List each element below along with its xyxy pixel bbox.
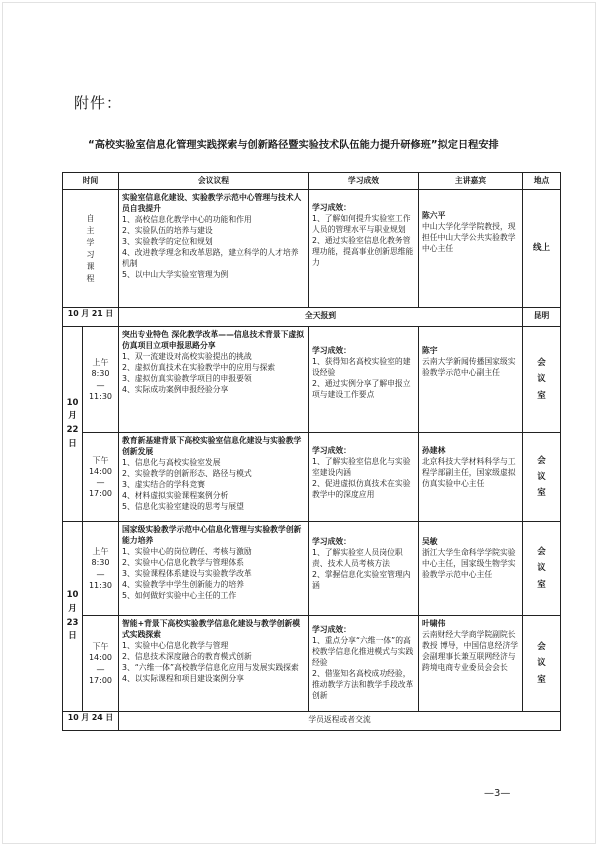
agenda-item: 3、实验课程体系建设与实验教学改革 — [122, 569, 252, 579]
agenda-item: 2、实验教学的创新形态、路径与模式 — [122, 469, 252, 479]
day2-afternoon-speaker — [419, 433, 523, 522]
appendix-label: 附件： — [74, 94, 123, 112]
day2-morning-speaker — [419, 327, 523, 433]
header-venue: 地点 — [523, 173, 561, 190]
agenda-title: 实验室信息化建设、实验教学示范中心管理与技术人员自我提升 — [122, 193, 302, 214]
outcome-item: 2、掌握信息化实验室管理内涵 — [312, 570, 411, 591]
day1-date: 10 月 21 日 — [63, 308, 119, 327]
agenda-item: 2、虚拟仿真技术在实验教学中的应用与探索 — [122, 363, 276, 373]
agenda-item: 1、实验中心的岗位聘任、考核与激励 — [122, 547, 252, 557]
header-agenda: 会议议程 — [119, 173, 309, 190]
day3-afternoon-outcome — [309, 616, 419, 712]
agenda-item: 5、如何做好实验中心主任的工作 — [122, 591, 237, 601]
outcome-item: 2、通过实例分享了解申报立项与建设工作要点 — [312, 379, 411, 400]
speaker-name: 陈宇 — [422, 346, 438, 355]
outcome-item: 1、了解实验室信息化与实验室建设内涵 — [312, 457, 411, 478]
outcome-item: 1、重点分享“六维一体”的高校教学信息化推进模式与实践经验 — [312, 636, 414, 668]
speaker-info: 浙江大学生命科学学院实验中心主任，国家级生物学实验教学示范中心主任 — [422, 548, 516, 580]
self-study-label: 自 主 学 习 课 程 — [63, 190, 119, 308]
agenda-item: 4、材料虚拟实验课程案例分析 — [122, 491, 229, 501]
header-outcome: 学习成效 — [309, 173, 419, 190]
day3-afternoon-speaker — [419, 616, 523, 712]
day3-morning-row — [63, 522, 561, 616]
day3-afternoon-venue: 会 议 室 — [523, 616, 561, 712]
day2-afternoon-outcome — [309, 433, 419, 522]
day2-morning-row — [63, 327, 561, 433]
agenda-item: 4、实验教学中学生创新能力的培养 — [122, 580, 244, 590]
agenda-item: 5、以中山大学实验室管理为例 — [122, 270, 229, 280]
day3-afternoon-row — [63, 616, 561, 712]
self-study-outcome — [309, 190, 419, 308]
speaker-info: 北京科技大学材料科学与工程学部副主任，国家级虚拟仿真实验中心主任 — [422, 457, 516, 489]
outcome-item: 1、了解实验室人员岗位职责、技术人员考核方法 — [312, 548, 403, 569]
day4-content: 学员返程或者交流 — [119, 712, 561, 731]
agenda-item: 4、改进教学理念和改革思路，建立科学的人才培养机制 — [122, 248, 299, 269]
outcome-item: 2、促进虚拟仿真技术在实验教学中的深度应用 — [312, 479, 411, 500]
agenda-title: 国家级实验教学示范中心信息化管理与实验教学创新能力培养 — [122, 525, 302, 546]
agenda-item: 4、实际成功案例申报经验分享 — [122, 385, 229, 395]
day3-morning-time: 上午 8:30 — 11:30 — [83, 522, 119, 616]
day2-afternoon-time: 下午 14:00 — 17:00 — [83, 433, 119, 522]
day1-venue: 昆明 — [523, 308, 561, 327]
agenda-item: 1、实验中心信息化教学与管理 — [122, 641, 229, 651]
day3-morning-outcome — [309, 522, 419, 616]
day1-row — [63, 308, 561, 327]
day4-date: 10 月 24 日 — [63, 712, 119, 731]
document-title: “高校实验室信息化管理实践探索与创新路径暨实验技术队伍能力提升研修班”拟定日程安排 — [88, 140, 499, 151]
agenda-item: 3、虚实结合的学科竞赛 — [122, 480, 205, 490]
speaker-name: 孙建林 — [422, 446, 446, 455]
agenda-item: 2、信息技术深度融合的教育模式创新 — [122, 652, 252, 662]
outcome-item: 2、通过实验室信息化教务管理功能，提高事业创新思维能力 — [312, 236, 414, 268]
agenda-title: 教育新基建背景下高校实验室信息化建设与实验教学创新发展 — [122, 436, 302, 457]
speaker-info: 云南大学新闻传播国家级实验教学示范中心副主任 — [422, 357, 516, 378]
outcome-title: 学习成效： — [312, 346, 351, 355]
speaker-name: 叶啸伟 — [422, 619, 446, 628]
self-study-row — [63, 190, 561, 308]
outcome-title: 学习成效： — [312, 203, 351, 212]
agenda-item: 3、“六维一体”高校教学信息化应用与发展实践探索 — [122, 663, 299, 673]
outcome-item: 2、借鉴知名高校成功经验，推动教学方法和教学手段改革创新 — [312, 669, 414, 701]
day4-row — [63, 712, 561, 731]
outcome-item: 1、获得知名高校实验室的建设经验 — [312, 357, 411, 378]
outcome-title: 学习成效： — [312, 446, 351, 455]
speaker-name: 吴敏 — [422, 537, 438, 546]
day3-afternoon-agenda — [119, 616, 309, 712]
self-study-agenda — [119, 190, 309, 308]
day2-date: 10 月 22 日 — [63, 327, 83, 522]
day2-afternoon-row — [63, 433, 561, 522]
day2-morning-agenda — [119, 327, 309, 433]
day2-morning-outcome — [309, 327, 419, 433]
outcome-title: 学习成效： — [312, 537, 351, 546]
agenda-item: 2、实验中心信息化教学与管理体系 — [122, 558, 244, 568]
header-speaker: 主讲嘉宾 — [419, 173, 523, 190]
agenda-item: 2、实验队伍的培养与建设 — [122, 226, 213, 236]
day3-date: 10 月 23 日 — [63, 522, 83, 712]
self-study-speaker — [419, 190, 523, 308]
agenda-item: 1、信息化与高校实验室发展 — [122, 458, 221, 468]
speaker-info: 云南财经大学商学院副院长 教授 博导，中国信息经济学会副理事长兼互联网经济与跨境电商专业委员会会长 — [422, 630, 519, 673]
agenda-item: 1、双一流建设对高校实验提出的挑战 — [122, 352, 252, 362]
header-time: 时间 — [63, 173, 119, 190]
agenda-item: 3、实验教学的定位和规划 — [122, 237, 213, 247]
header-row — [63, 173, 561, 190]
agenda-item: 3、虚拟仿真实验教学项目的申报要领 — [122, 374, 252, 384]
outcome-title: 学习成效： — [312, 625, 351, 634]
page-number: —3— — [484, 788, 511, 799]
agenda-item: 5、信息化实验室建设的思考与展望 — [122, 502, 244, 512]
agenda-item: 1、高校信息化教学中心的功能和作用 — [122, 215, 252, 225]
day2-morning-venue: 会 议 室 — [523, 327, 561, 433]
speaker-info: 中山大学化学学院教授，现担任中山大学公共实验教学中心主任 — [422, 222, 516, 254]
day2-afternoon-venue: 会 议 室 — [523, 433, 561, 522]
agenda-item: 4、以实际课程和项目建设案例分享 — [122, 674, 244, 684]
day2-morning-time: 上午 8:30 — 11:30 — [83, 327, 119, 433]
day3-morning-agenda — [119, 522, 309, 616]
day3-morning-speaker — [419, 522, 523, 616]
day1-content: 全天报到 — [119, 308, 523, 327]
day3-afternoon-time: 下午 14:00 — 17:00 — [83, 616, 119, 712]
agenda-title: 突出专业特色 深化教学改革——信息技术背景下虚拟仿真项目立项申报思路分享 — [122, 330, 305, 351]
day2-afternoon-agenda — [119, 433, 309, 522]
agenda-title: 智能+背景下高校实验教学信息化建设与教学创新模式实践探索 — [122, 619, 301, 640]
outcome-item: 1、了解如何提升实验室工作人员的管理水平与职业规划 — [312, 214, 411, 235]
self-study-venue: 线上 — [523, 190, 561, 308]
day3-morning-venue: 会 议 室 — [523, 522, 561, 616]
speaker-name: 陈六平 — [422, 211, 446, 220]
schedule-table — [62, 172, 561, 731]
